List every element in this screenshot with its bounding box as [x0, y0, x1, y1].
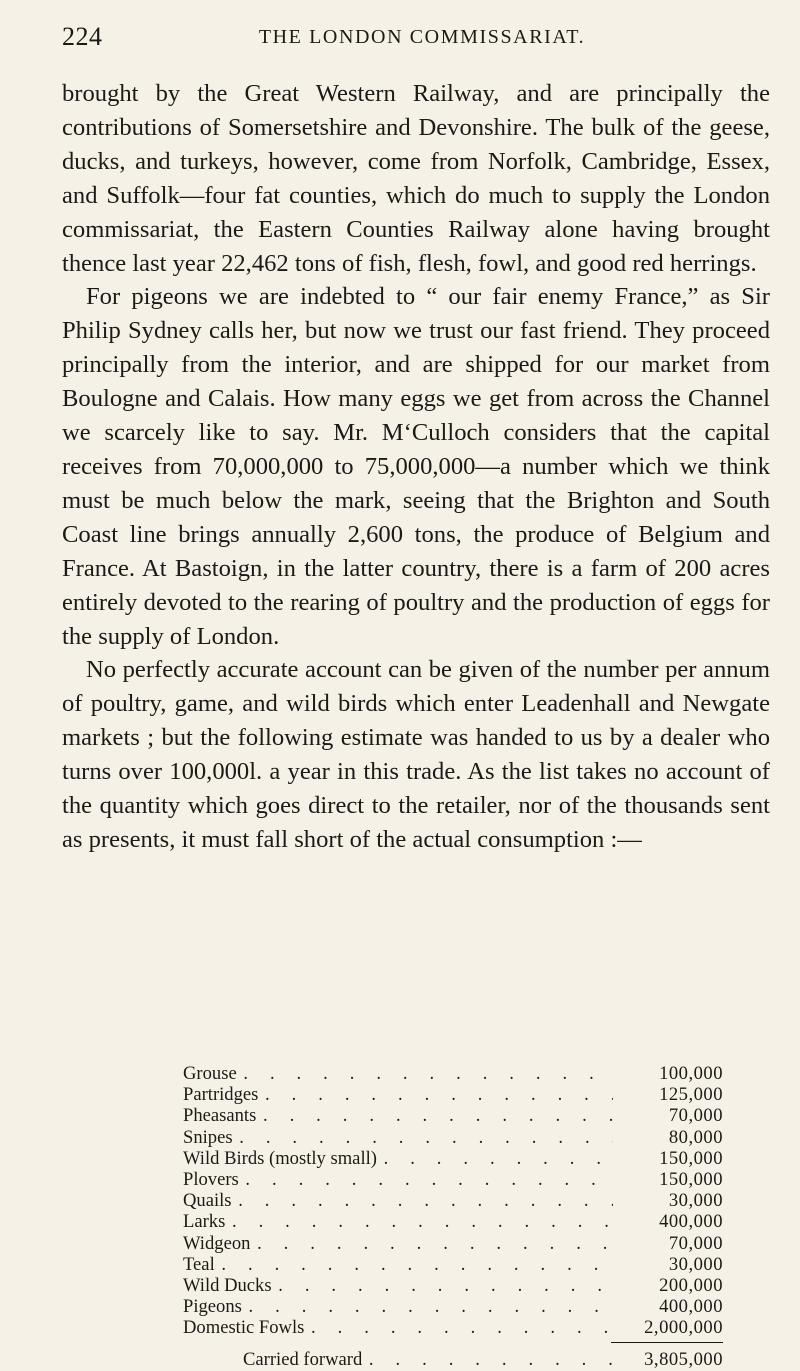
row-label: Snipes . . — [183, 1127, 613, 1148]
row-value: 30,000 — [668, 1253, 723, 1275]
row-value: 400,000 — [659, 1296, 723, 1318]
running-title: THE LONDON COMMISSARIAT. — [258, 26, 586, 48]
table-row — [183, 1233, 723, 1254]
row-value: 150,000 — [659, 1147, 723, 1169]
paragraph: For pigeons we are indebted to “ our fair enemy France,” as Sir Philip Sydney calls her, but now we trust our fast friend. They proceed principally from the interior, and are shipped for our market from Boulogne and Calais. How many eggs we get from across the Channel we scarcely like to say. Mr. M‘Culloch considers that the capital receives from 70,000,000 to 75,000,000—a number which we think must be much below the mark, seeing that the Brighton and South Coast line brings annually 2,600 tons, the produce of Belgium and France. At Bastoign, in the latter country, there is a farm of 200 acres entirely devoted to the rearing of poultry and the production of eggs for the supply of London. — [62, 283, 770, 650]
row-value: 125,000 — [659, 1084, 723, 1106]
row-label: Larks . . — [183, 1211, 613, 1232]
row-label: Grouse . . — [183, 1063, 613, 1084]
total-label: Carried forward . . — [183, 1349, 613, 1370]
row-value: 70,000 — [668, 1105, 723, 1127]
table-row — [183, 1084, 723, 1105]
table-row — [183, 1317, 723, 1338]
body-text — [62, 77, 770, 857]
row-value: 2,000,000 — [644, 1317, 723, 1339]
paragraph: brought by the Great Western Railway, and are principally the contributions of Somersetshire and Devonshire. The bulk of the geese, ducks, and turkeys, however, come from Norfolk, Cambridge, Essex, and Suffolk—four fat counties, which do much to supply the London commissariat, the Eastern Counties Railway alone having brought thence last year 22,462 tons of fish, flesh, fowl, and good red herrings. — [62, 80, 770, 277]
row-label: Widgeon . . — [183, 1233, 613, 1254]
table-row — [183, 1063, 723, 1084]
total-value: 3,805,000 — [644, 1349, 723, 1371]
carried-forward-row — [183, 1349, 723, 1370]
table-row — [183, 1254, 723, 1275]
table-row — [183, 1127, 723, 1148]
paragraph: No perfectly accurate account can be given of the number per annum of poultry, game, and wild birds which enter Leadenhall and Newgate markets ; but the following estimate was handed to us by a dealer who turns over 100,000l. a year in this trade. As the list takes no account of the quantity which goes direct to the retailer, nor of the thousands sent as presents, it must fall short of the actual consumption :— — [62, 656, 770, 853]
row-label: Pigeons . . — [183, 1296, 613, 1317]
table-row — [183, 1105, 723, 1126]
page-number: 224 — [62, 22, 103, 51]
row-label: Quails . . — [183, 1190, 613, 1211]
row-value: 100,000 — [659, 1063, 723, 1084]
row-value: 200,000 — [659, 1274, 723, 1296]
table-row — [183, 1169, 723, 1190]
row-value: 400,000 — [659, 1211, 723, 1233]
row-label: Plovers . . — [183, 1169, 613, 1190]
table-row — [183, 1148, 723, 1169]
row-label: Partridges . . — [183, 1084, 613, 1105]
table-row — [183, 1211, 723, 1232]
table-row — [183, 1190, 723, 1211]
row-label: Pheasants . . — [183, 1105, 613, 1126]
row-value: 30,000 — [668, 1190, 723, 1212]
row-label: Teal . . — [183, 1254, 613, 1275]
table-row — [183, 1296, 723, 1317]
sum-rule — [611, 1342, 723, 1343]
row-label: Domestic Fowls . . — [183, 1317, 613, 1338]
row-value: 150,000 — [659, 1168, 723, 1190]
table-row — [183, 1275, 723, 1296]
row-label: Wild Birds (mostly small) . . — [183, 1148, 613, 1169]
row-value: 70,000 — [668, 1232, 723, 1254]
row-label: Wild Ducks . . — [183, 1275, 613, 1296]
row-value: 80,000 — [668, 1126, 723, 1148]
page-header — [62, 22, 762, 62]
poultry-estimate-table — [183, 1063, 723, 1371]
